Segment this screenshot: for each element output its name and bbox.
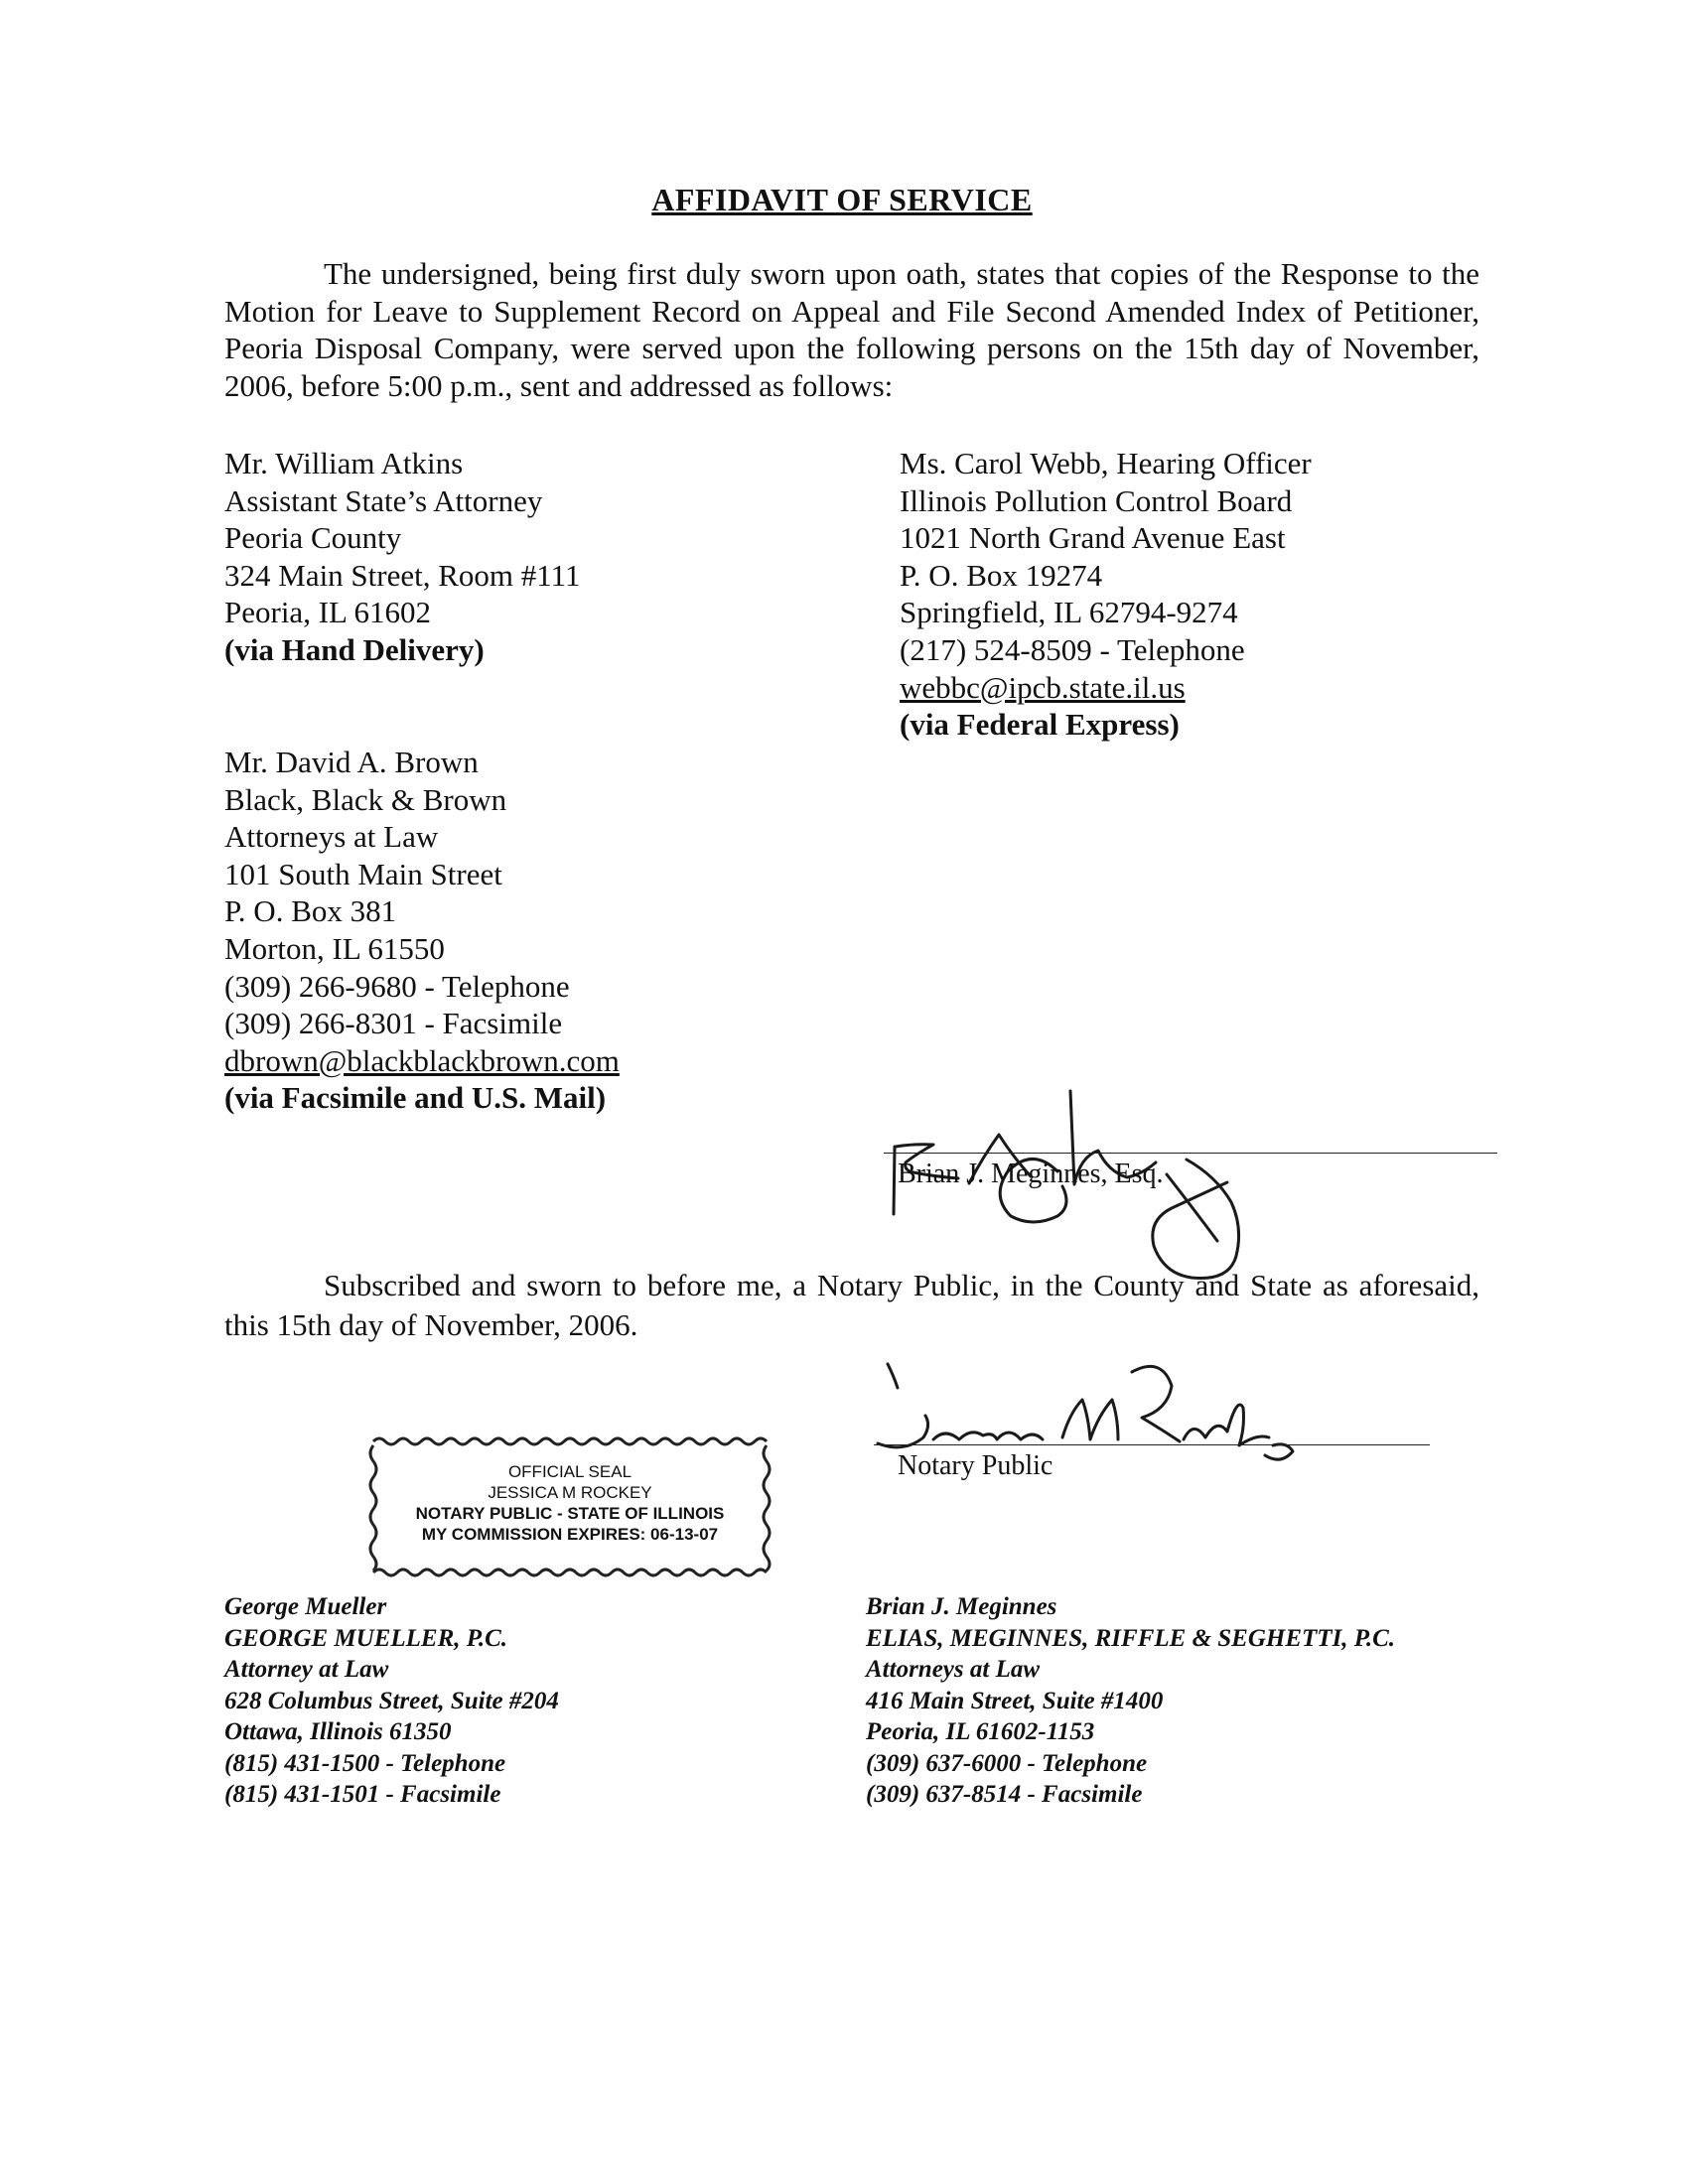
- seal-line: NOTARY PUBLIC - STATE OF ILLINOIS: [415, 1504, 725, 1523]
- footer-line: 628 Columbus Street, Suite #204: [224, 1687, 559, 1714]
- footer-line: Peoria, IL 61602-1153: [866, 1718, 1095, 1745]
- footer-line: Ottawa, Illinois 61350: [224, 1718, 452, 1745]
- footer-line: 416 Main Street, Suite #1400: [866, 1687, 1164, 1714]
- delivery-method: (via Hand Delivery): [224, 631, 485, 667]
- footer-line: (815) 431-1501 - Facsimile: [224, 1781, 501, 1808]
- subscribed-paragraph: Subscribed and sworn to before me, a Notary Public, in the County and State as aforesaid, this 15th day of November, 2006.: [224, 1268, 1479, 1342]
- address-line: Mr. David A. Brown: [224, 745, 479, 779]
- email-link[interactable]: dbrown@blackblackbrown.com: [224, 1042, 620, 1078]
- email-link[interactable]: webbc@ipcb.state.il.us: [900, 669, 1186, 705]
- notary-seal-stamp: [365, 1428, 774, 1584]
- recipient-brown: [224, 744, 620, 1117]
- footer-line: George Mueller: [224, 1593, 387, 1620]
- notary-label: Notary Public: [898, 1450, 1053, 1481]
- notary-signature-line: [874, 1444, 1430, 1445]
- address-line: Springfield, IL 62794-9274: [900, 595, 1238, 630]
- address-line: Black, Black & Brown: [224, 781, 507, 817]
- address-line: (309) 266-9680 - Telephone: [224, 968, 570, 1004]
- address-line: Peoria County: [224, 520, 402, 556]
- recipient-webb: [900, 445, 1312, 744]
- seal-line: JESSICA M ROCKEY: [488, 1483, 652, 1502]
- footer-attorney-left: [224, 1591, 559, 1811]
- address-line: P. O. Box 381: [224, 893, 397, 929]
- footer-attorney-right: [866, 1591, 1395, 1811]
- address-line: 324 Main Street, Room #111: [224, 557, 581, 593]
- address-line: 101 South Main Street: [224, 856, 502, 891]
- footer-line: Attorneys at Law: [866, 1656, 1041, 1683]
- footer-line: GEORGE MUELLER, P.C.: [224, 1624, 508, 1652]
- address-line: Peoria, IL 61602: [224, 595, 432, 630]
- address-line: Mr. William Atkins: [224, 446, 464, 480]
- seal-line: MY COMMISSION EXPIRES: 06-13-07: [421, 1525, 719, 1544]
- address-line: (309) 266-8301 - Facsimile: [224, 1006, 563, 1041]
- address-line: 1021 North Grand Avenue East: [900, 520, 1286, 556]
- address-line: Ms. Carol Webb, Hearing Officer: [900, 446, 1312, 480]
- footer-line: Brian J. Meginnes: [866, 1593, 1057, 1620]
- intro-paragraph: The undersigned, being first duly sworn upon oath, states that copies of the Response to the Motion for Leave to Supplement Record on Appeal and File Second Amended Index of Petitioner, Peoria Disposal Company, were served upon the following persons on the 15th day of November, 2006, before 5:00 p.m., sent and addressed as follows:: [224, 256, 1479, 403]
- recipient-atkins: [224, 445, 580, 669]
- delivery-method: (via Facsimile and U.S. Mail): [224, 1080, 607, 1116]
- address-line: Assistant State’s Attorney: [224, 482, 543, 518]
- address-line: Attorneys at Law: [224, 819, 439, 855]
- seal-line: OFFICIAL SEAL: [507, 1462, 632, 1481]
- delivery-method: (via Federal Express): [900, 707, 1180, 743]
- address-line: Illinois Pollution Control Board: [900, 482, 1293, 518]
- address-line: Morton, IL 61550: [224, 930, 445, 966]
- footer-line: ELIAS, MEGINNES, RIFFLE & SEGHETTI, P.C.: [866, 1624, 1396, 1652]
- footer-line: (309) 637-8514 - Facsimile: [866, 1781, 1143, 1808]
- footer-line: Attorney at Law: [224, 1656, 389, 1683]
- address-line: P. O. Box 19274: [900, 557, 1103, 593]
- footer-line: (309) 637-6000 - Telephone: [866, 1749, 1148, 1777]
- footer-line: (815) 431-1500 - Telephone: [224, 1749, 506, 1777]
- document-title: AFFIDAVIT OF SERVICE: [651, 182, 1033, 217]
- address-line: (217) 524-8509 - Telephone: [900, 631, 1245, 667]
- signer-label: Brian J. Meginnes, Esq.: [898, 1159, 1164, 1189]
- attorney-signature-line: [884, 1153, 1497, 1154]
